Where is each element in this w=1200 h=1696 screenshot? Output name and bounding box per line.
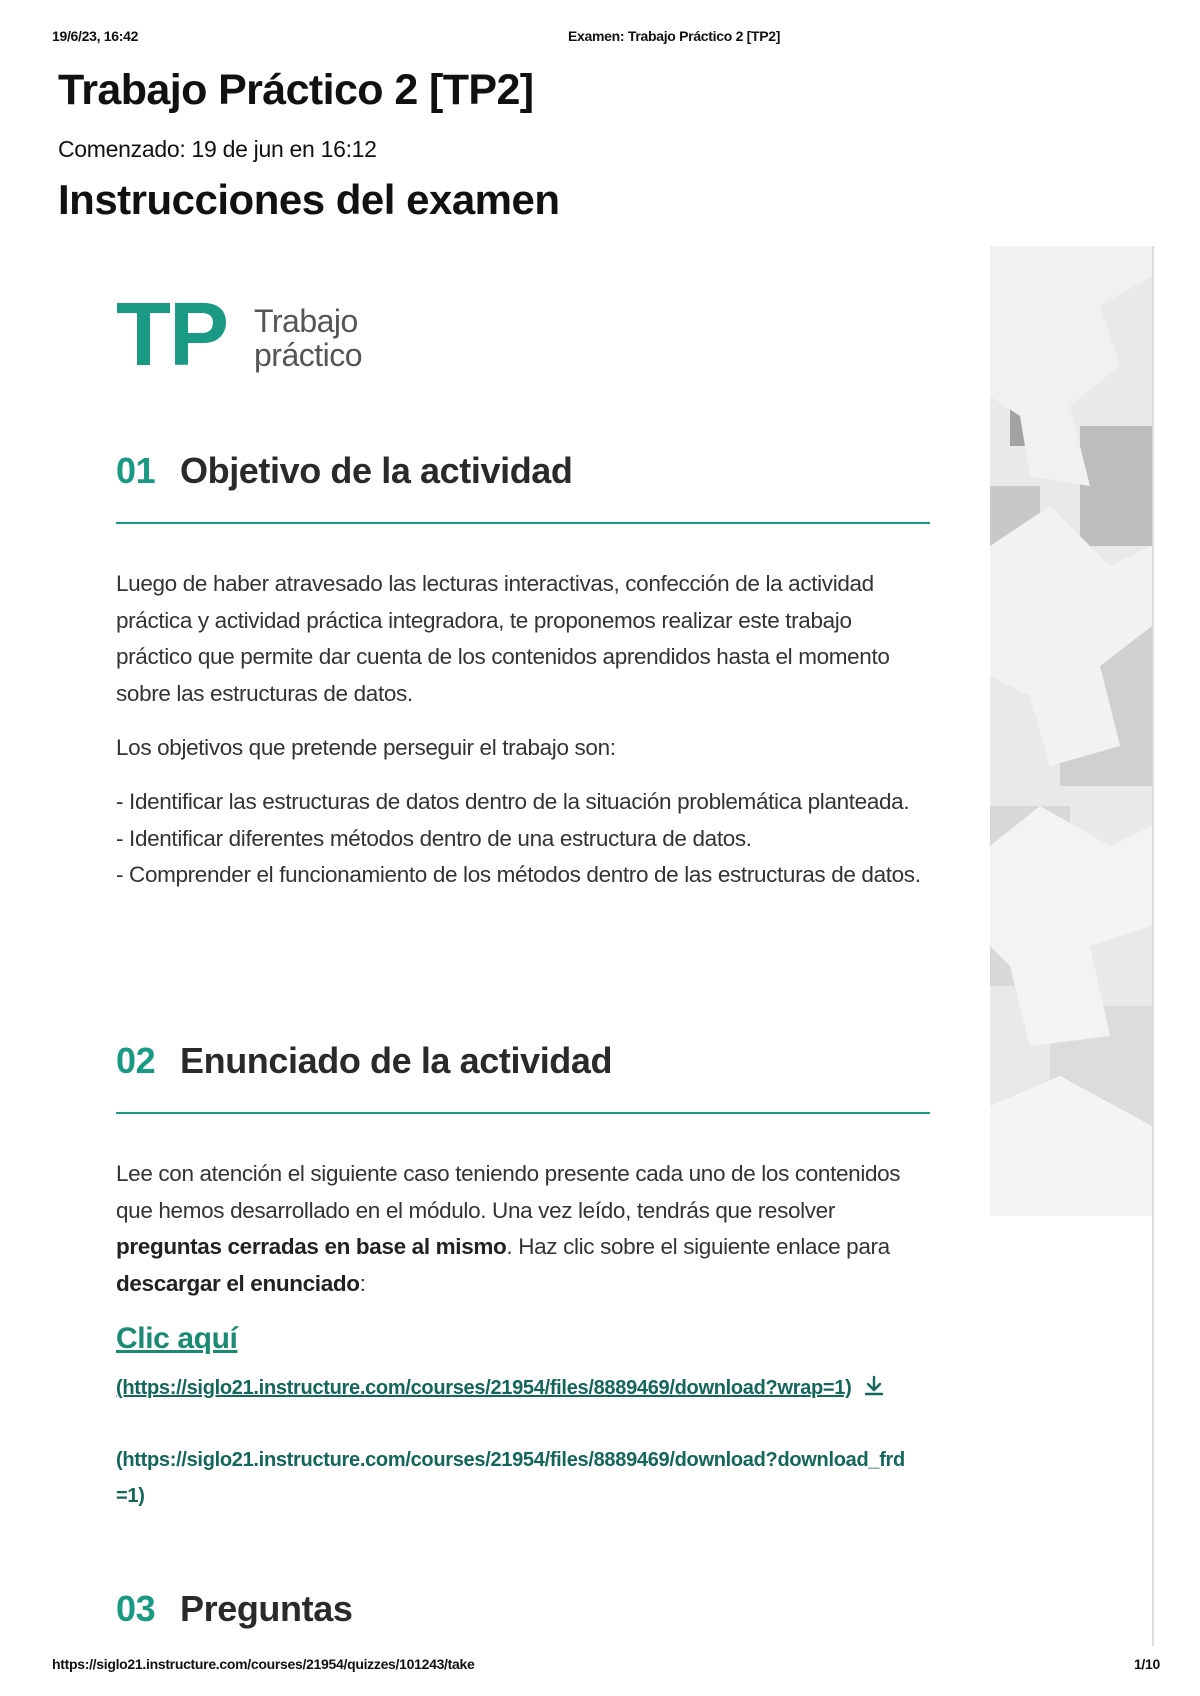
section-title: Preguntas (180, 1588, 353, 1629)
section-number: 01 (116, 450, 156, 491)
objective-goals-lead: Los objetivos que pretende perseguir el trabajo son: (116, 735, 616, 760)
objective-intro: Luego de haber atravesado las lecturas interactivas, confección de la actividad práctica y actividad práctica integradora, te proponemos realizar este trabajo práctico que permite dar cuenta de los contenidos aprendidos hasta el momento sobre las estructuras de datos. (116, 571, 890, 706)
page-right-border (1152, 246, 1154, 1646)
print-footer (52, 1656, 1160, 1678)
print-page-number: 1/10 (1133, 1656, 1160, 1672)
list-item: - Identificar diferentes métodos dentro de una estructura de datos. (116, 825, 752, 851)
statement-paragraph (116, 1156, 928, 1302)
download-direct-url[interactable]: (https://siglo21.instructure.com/courses/21954/files/8889469/download?download_frd=1) (116, 1449, 905, 1507)
page-title: Trabajo Práctico 2 [TP2] (58, 66, 534, 114)
download-link-url[interactable] (116, 1370, 916, 1406)
download-link-url-text[interactable]: (https://siglo21.instructure.com/courses/21954/files/8889469/download?wrap=1) (116, 1377, 852, 1399)
started-timestamp: Comenzado: 19 de jun en 16:12 (58, 136, 377, 162)
statement-text: : (359, 1270, 366, 1296)
logo-line-1: Trabajo (254, 303, 358, 339)
section-title: Enunciado de la actividad (180, 1040, 613, 1081)
section-heading-objective (116, 450, 573, 492)
section-number: 03 (116, 1588, 156, 1629)
tp-logo (116, 285, 396, 386)
list-item: - Identificar las estructuras de datos dentro de la situación problemática planteada. (116, 789, 910, 814)
download-link[interactable]: Clic aquí (116, 1322, 238, 1355)
statement-bold-download: descargar el enunciado (116, 1270, 360, 1296)
list-item: - Comprender el funcionamiento de los métodos dentro de las estructuras de datos. (116, 862, 921, 887)
statement-bold-closed-questions: preguntas cerradas en base al mismo (116, 1234, 507, 1259)
logo-line-2: práctico (254, 337, 363, 373)
logo-abbr: TP (116, 285, 228, 385)
statement-text: Lee con atención el siguiente caso teniendo presente cada uno de los contenidos que hemos desarrollado en el módulo. Una vez leído, tendrás que resolver (116, 1161, 901, 1223)
section-title: Objetivo de la actividad (180, 450, 573, 491)
section-heading-questions (116, 1588, 352, 1630)
statement-text: . Haz clic sobre el siguiente enlace para (506, 1234, 890, 1259)
print-date: 19/6/23, 16:42 (52, 28, 139, 44)
print-header (52, 28, 1160, 52)
section-divider (116, 1112, 930, 1114)
download-icon[interactable] (862, 1374, 886, 1398)
section-number: 02 (116, 1040, 156, 1081)
logo-subtitle (254, 304, 362, 372)
instructions-heading: Instrucciones del examen (58, 176, 560, 223)
objective-goals-list (116, 784, 928, 894)
section-divider (116, 522, 930, 524)
print-url: https://siglo21.instructure.com/courses/21954/quizzes/101243/take (52, 1656, 475, 1672)
decorative-side-image (990, 246, 1152, 1216)
print-page-title: Examen: Trabajo Práctico 2 [TP2] (568, 28, 781, 44)
section-heading-statement (116, 1040, 612, 1082)
